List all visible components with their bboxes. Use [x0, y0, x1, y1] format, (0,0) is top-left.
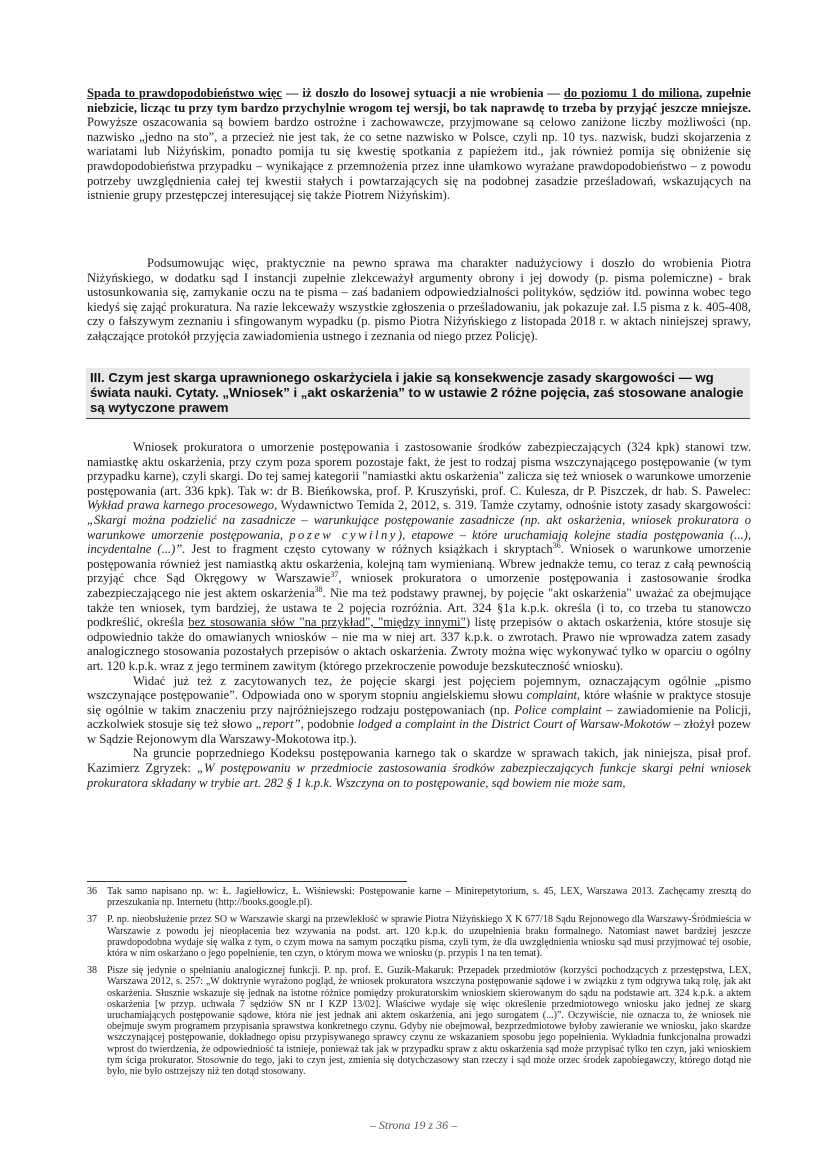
footnotes [87, 886, 751, 1083]
book-title: Wykład prawa karnego procesowego [87, 498, 275, 513]
quotation: „W postępowaniu w przedmiocie zastosowania środków zabezpieczających funkcje skargi pełni wniosek prokuratora składany w trybie art. 282 § 1 k.p.k. Wszczyna on to postępowanie, sąd bowiem nie może sam, [87, 761, 751, 790]
body-text: , które właśnie w praktyce stosuje się ogólnie w takim znaczeniu przy najróżniejszego rodzaju postępowaniach (np. [87, 688, 752, 717]
body-text: Wniosek prokuratora o umorzenie postępowania i zastosowanie środków zabezpieczających (324 kpk) stanowi tzw. namiastkę aktu oskarżenia, przy czym poza sporem pozostaje fakt, że jest to rodzaj pisma wszczynającego postępowanie (w tym przypadku karne), czyli skargi. Do tej samej kategorii "namiastki aktu oskarżenia" zalicza się też wniosek o warunkowe umorzenie postępowania (art. 336 kpk). Tak w: dr B. Bieńkowska, prof. P. Kruszyński, prof. C. Kulesza, dr P. Piszczek, dr hab. S. Pawelec: [87, 440, 751, 498]
page-number-footer: – Strona 19 z 36 – [369, 1118, 458, 1132]
footnote [87, 886, 751, 908]
footnote-divider [87, 881, 407, 882]
body-text: – złożył pozew w Sądzie Rejonowym dla Warszawy-Mokotowa itp.). [87, 717, 751, 746]
body-text: , Wydawnictwo Temida 2, 2012, s. 319. Tamże czytamy, odnośnie istoty zasady skargowości: [274, 498, 751, 513]
body-text: . Nie ma też podstawy prawnej, by pojęcie "akt oskarżenia" uważać za obejmujące także ten wniosek, tym bardziej, że ustawa te 2 pojęcia rozróżnia. Art. 324 §1a k.p.k. określa (i to, co trzeba tu stanowczo podkreślić, określa [87, 585, 751, 630]
paragraph-text [87, 746, 751, 790]
footnote-text: Tak samo napisano np. w: Ł. Jagiełłowicz, Ł. Wiśniewski: Postępowanie karne – Minirepetytorium, s. 45, LEX, Warszawa 2013. Zachęcamy zresztą do przeszukania np. Internetu (http://books.google.pl). [107, 886, 751, 909]
section-heading-box [86, 368, 750, 419]
body-text: Widać już też z zacytowanych tez, że pojęcie skargi jest pojęciem pojemnym, oznaczającym ogólnie „pismo wszczynające postępowanie”. Odpowiada ono w sporym stopniu angielskiemu słowu [87, 673, 751, 703]
paragraph-text: Podsumowując więc, praktycznie na pewno sprawa ma charakter nadużyciowy i doszło do wrobienia Piotra Niżyńskiego, w dodatku sąd I instancji zupełnie zlekceważył argumenty obrony i jej dowody (p. pisma polemiczne) - brak ustosunkowania się, zamykanie oczu na te pisma – zaś badaniem odpowiedzialności polityków, sędziów itd. powinna wobec tego kiedyś się zająć prokuratura. Na razie lekceważy wszystkie zgłoszenia o prześladowaniu, jak pokazuje zał. I.5 pisma z k. 405-408, czy o fałszywym zeznaniu i sfingowanym wypadku (p. pismo Piotra Niżyńskiego z listopada 2018 r. w aktach niniejszej sprawy, załączające protokół przyjęcia zawiadomienia ustnego i zeznania od niego przez Policję). [87, 256, 751, 343]
paragraph-text [87, 440, 751, 674]
bold-underlined-phrase: do poziomu 1 do miliona [563, 86, 700, 100]
quotation: ), etapowe – które uruchamiają kolejne stadia postępowania (...), incydentalne (...)”. [87, 527, 751, 557]
bold-phrase: — iż doszło do losowej sytuacji a nie wrobienia — [282, 86, 564, 100]
paragraph-text [87, 86, 751, 203]
paragraph-text [87, 674, 751, 747]
body-text: Powyższe oszacowania są bowiem bardzo ostrożne i zachowawcze, przyjmowane są celowo zaniżone liczby możliwości (np. nazwisko „jedno na sto”, a przecież nie jest tak, że co setne nazwisko w Polsce, czyli np. 10 tys. nazwisk, budzi skojarzenia z wariatami lub Niżyńskim, ponadto pomija tu się kwestię spotkania z papieżem itd., jak również pomija się obniżenie się prawdopodobieństwa przypadku – wynikające z przemnożenia przez inne ułamkowo wyrażane prawdopodobieństwo – z powodu potrzeby uwzględnienia całej tej kwestii stałych i powtarzających się na podobnej zasadzie prześladowań, wskazujących na istnienie grupy przestępczej interesującej się także Piotrem Niżyńskim). [87, 115, 751, 203]
body-text: , podobnie [300, 717, 358, 732]
body-text: Jest to fragment często cytowany w różnych książkach i skryptach [185, 542, 553, 557]
footnote-ref[interactable]: 37 [330, 570, 339, 580]
footnote-number: 38 [87, 965, 97, 977]
footnote [87, 914, 751, 959]
body-text: . Wniosek o warunkowe umorzenie postępowania również jest namiastką aktu oskarżenia, kolejną tam wymienianą. Wbrew jednakże temu, co teraz z całą pewnością przyjąć chce Sąd Okręgowy w Warszawie [87, 542, 751, 586]
english-term: complaint [526, 688, 578, 703]
quotation: „Skargi można podzielić na zasadnicze – warunkujące postępowanie zasadnicze (np. akt oskarżenia, wniosek prokuratora o warunkowe umorzenie postępowania, [87, 512, 751, 542]
section-body [87, 440, 751, 790]
footnote-ref[interactable]: 36 [552, 540, 561, 550]
footnote [87, 965, 751, 1077]
footnote-text: Pisze się jedynie o spełnianiu analogicznej funkcji. P. np. prof. E. Guzik-Makaruk: Przepadek przedmiotów (korzyści pochodzących z przestępstwa, LEX, Warszawa 2012, s. 257: „W doktrynie wyrażono pogląd, że wniosek prokuratora wszczyna postępowanie sądowe i w związku z tym odgrywa taką rolę, jak akt oskarżenia. Słusznie wskazuje się jednak na istotne różnice pomiędzy prokuratorskim wnioskiem skierowanym do sądu na podstawie art. 324 k.p.k. a aktem oskarżenia [w przyp. uchwała 7 sędziów SN nr I KZP 13/02]. Właściwe wydaje się więc określenie przedmiotowego wniosku jako jednej ze skarg uruchamiających postępowanie sądowe, która nie jest jednak ani aktem oskarżenia, ani jego surogatem (...)”. Oczywiście, nie oznacza to, że wniosek nie obejmuje swym programem przypisania sprawstwa konkretnego czynu. Gdyby nie obejmował, bezprzedmiotowe byłoby zawieranie we wniosku, jako skardze wszczynającej postępowanie, dokładnego opisu przypisywanego sprawcy czynu ze wskazaniem sposobu jego popełnienia. Wykładnia funkcjonalna prowadzi wprost do twierdzenia, że odpowiedniość ta istnieje, ponieważ tak jak w przypadku spraw z aktu oskarżenia sąd może przypisać tylko ten czyn, jaki wnioskiem tym ściga prokurator. Stosownie do tego, jaki to czyn jest, zmienia się dotychczasowy stan rzeczy i sąd może orzec środek zapobiegawczy, którego dotąd nie było, nie było ostrzejszy niż ten dotąd stosowany. [107, 965, 751, 1078]
body-text: ) listę przepisów o aktach oskarżenia, które stosuje się odpowiednio także do omawianych wniosków – nie ma w niej art. 337 k.p.k. o zwrotach. Prawo nie wprowadza zatem zasady analogicznego stosowania pozostałych przepisów o aktach oskarżenia. Zwroty można więc wykonywać tylko w oparciu o ogólny art. 120 k.p.k. wraz z jego terminem zawitym (którego przekroczenie powoduje bezskuteczność wniosku). [87, 615, 751, 673]
underlined-phrase: bez stosowania słów "na przykład", "między innymi" [188, 615, 466, 630]
english-term: Police complaint [514, 702, 602, 717]
paragraph-probability [87, 86, 751, 203]
english-term: lodged a complaint in the District Court of Warsaw-Mokotów [357, 717, 671, 732]
body-text: – zawiadomienie na Policji, aczkolwiek stosuje się też słowo [87, 702, 751, 732]
body-text: Na gruncie poprzedniego Kodeksu postępowania karnego tak o skardze w sprawach takich, jak niniejsza, pisał prof. Kazimierz Zgryzek: [87, 746, 751, 776]
footnote-number: 37 [87, 914, 97, 926]
bold-underlined-phrase: Spada to prawdopodobieństwo więc [87, 86, 283, 100]
spaced-phrase: pozew cywilny [289, 527, 398, 542]
body-text: , wniosek prokuratora o umorzenie postępowania i zastosowanie środka zabezpieczającego nie jest aktem oskarżenia [87, 571, 751, 600]
section-heading: III. Czym jest skarga uprawnionego oskarżyciela i jakie są konsekwencje zasady skargowości — wg świata nauki. Cytaty. „Wniosek” i „akt oskarżenia” to w ustawie 2 różne pojęcia, zaś stosowane analogie są wytyczone prawem [90, 370, 744, 415]
footnote-ref[interactable]: 38 [314, 584, 323, 594]
english-term: „report” [255, 717, 301, 732]
bold-phrase: , zupełnie niebzicie, licząc tu przy tym bardzo przychylnie wrogom tej wersji, bo tak naprawdę to trzeba by przyjąć jeszcze mniejsze. [87, 86, 751, 115]
paragraph-summary [87, 256, 751, 344]
footnote-text: P. np. nieobsłużenie przez SO w Warszawie skargi na przewlekłość w sprawie Piotra Niżyńskiego X K 677/18 Sądu Rejonowego dla Warszawy-Śródmieścia w Warszawie z powodu jej nieopłacenia bez wzywania na podst. art. 120 k.p.k. do uzupełnienia braku formalnego. Natomiast nawet bardziej jeszcze prawdopodobna wydaje się walka z tym, o czym mowa na samym początku pisma, czyli tym, że dla uwzględnienia wniosku sąd musi przyjmować tej osobie, która w nim oskarżano o jego popełnienie, ten czyn, o którym mowa we wniosku (p. przypis 1 na ten temat). [107, 914, 751, 960]
footnote-number: 36 [87, 886, 97, 897]
